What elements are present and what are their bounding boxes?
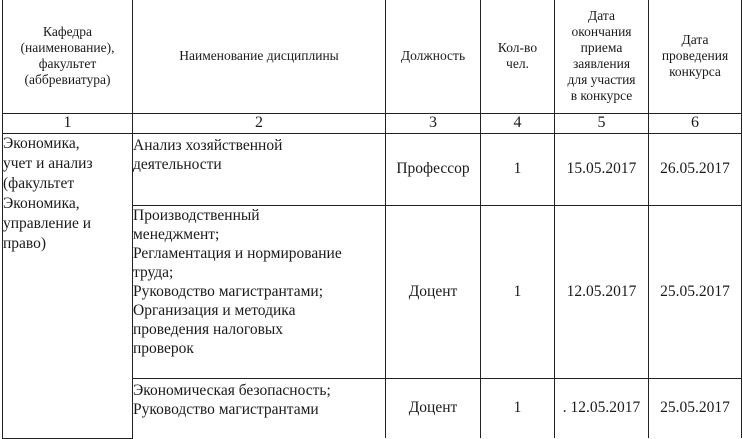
- contest-date-cell: 25.05.2017: [649, 378, 742, 438]
- header-contest-date: Дата проведения конкурса: [649, 0, 742, 113]
- deadline-cell: . 12.05.2017: [555, 378, 649, 438]
- discipline-cell: Производственный менеджмент; Регламентация и нормирование труда; Руководство магистрантами; Организация и методика проведения налоговых проверок: [133, 205, 386, 378]
- deadline-cell: 12.05.2017: [555, 205, 649, 378]
- count-cell: 1: [481, 205, 555, 378]
- header-position: Должность: [386, 0, 481, 113]
- header-application-deadline: Дата окончания приема заявления для участия в конкурсе: [555, 0, 649, 113]
- header-row: [3, 0, 742, 113]
- header-department: Кафедра (наименование), факультет (аббревиатура): [3, 0, 133, 113]
- position-cell: Доцент: [386, 378, 481, 438]
- position-cell: Профессор: [386, 133, 481, 205]
- discipline-cell: Экономическая безопасность; Руководство магистрантами: [133, 378, 386, 438]
- column-number-row: [3, 113, 742, 133]
- column-number: 1: [3, 113, 133, 133]
- count-cell: 1: [481, 378, 555, 438]
- contest-date-cell: 25.05.2017: [649, 205, 742, 378]
- header-discipline: Наименование дисциплины: [133, 0, 386, 113]
- table-row: [3, 133, 742, 205]
- column-number: 2: [133, 113, 386, 133]
- discipline-cell: Анализ хозяйственной деятельности: [133, 133, 386, 205]
- column-number: 6: [649, 113, 742, 133]
- department-cell: Экономика, учет и анализ (факультет Экономика, управление и право): [3, 133, 133, 438]
- deadline-cell: 15.05.2017: [555, 133, 649, 205]
- position-cell: Доцент: [386, 205, 481, 378]
- column-number: 4: [481, 113, 555, 133]
- contest-table: [2, 0, 742, 439]
- column-number: 3: [386, 113, 481, 133]
- column-number: 5: [555, 113, 649, 133]
- header-count: Кол-во чел.: [481, 0, 555, 113]
- contest-date-cell: 26.05.2017: [649, 133, 742, 205]
- count-cell: 1: [481, 133, 555, 205]
